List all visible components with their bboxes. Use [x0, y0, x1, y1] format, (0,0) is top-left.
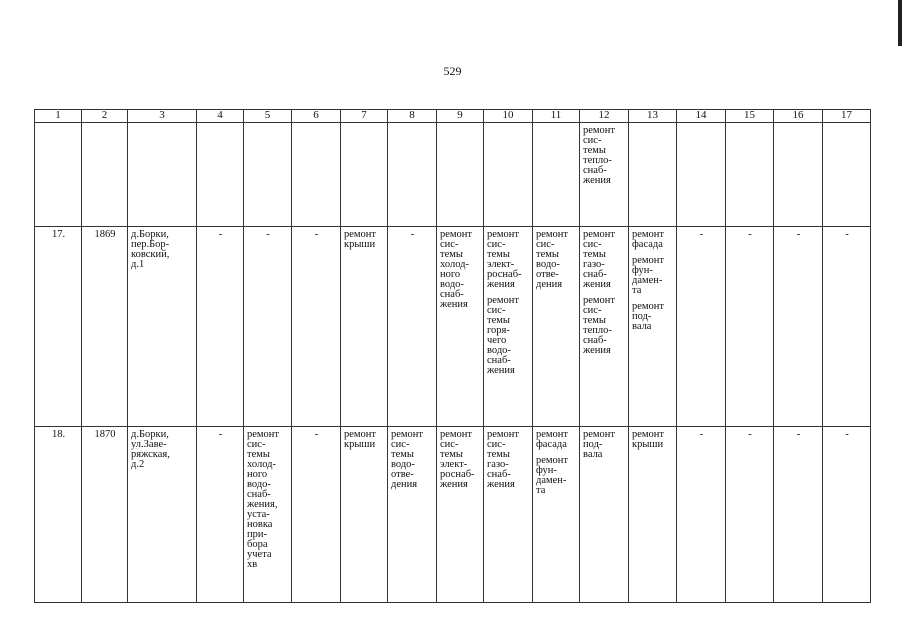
table-cell: [629, 123, 677, 227]
cell-entry: [487, 430, 530, 490]
table-cell: [82, 123, 128, 227]
cell-text-line: ремонт: [344, 229, 377, 240]
table-cell: [197, 123, 244, 227]
cell-text-line: водо-: [247, 479, 271, 490]
cell-text-line: жения: [583, 279, 611, 290]
cell-text-line: вала: [632, 321, 652, 332]
cell-text-line: чего: [487, 335, 507, 346]
table-cell: -: [292, 227, 341, 427]
work-cell: [629, 227, 677, 427]
column-header: 2: [82, 110, 128, 123]
cell-entry: [536, 430, 577, 450]
table-cell: -: [774, 227, 823, 427]
column-header: 3: [128, 110, 197, 123]
cell-entry: [131, 230, 194, 270]
cell-text-line: дения: [536, 279, 563, 290]
column-header: 4: [197, 110, 244, 123]
table-cell: [677, 123, 726, 227]
work-cell: [341, 427, 388, 603]
cell-text-line: жения: [583, 345, 611, 356]
work-cell: [580, 427, 629, 603]
cell-text-line: хв: [247, 559, 258, 570]
cell-text-line: роснаб-: [487, 269, 522, 280]
table-cell: -: [823, 427, 871, 603]
cell-text-line: жения,: [247, 499, 278, 510]
table-cell: [244, 123, 292, 227]
cell-text-line: дамен-: [536, 475, 567, 486]
table-cell: [35, 123, 82, 227]
cell-entry: [440, 430, 481, 490]
cell-text-line: ремонт: [632, 229, 665, 240]
cell-text-line: крыши: [344, 439, 376, 450]
work-cell: [437, 427, 484, 603]
column-header: 8: [388, 110, 437, 123]
cell-text-line: вала: [583, 449, 603, 460]
cell-text-line: жения: [583, 175, 611, 186]
cell-text-line: тепло-: [583, 325, 612, 336]
work-cell: [580, 227, 629, 427]
cell-text-line: ремонт: [583, 429, 616, 440]
cell-text-line: ремонт: [440, 429, 473, 440]
cell-text-line: водо-: [391, 459, 415, 470]
address-cell: [128, 427, 197, 603]
column-header: 9: [437, 110, 484, 123]
table-cell: [823, 123, 871, 227]
table-cell: -: [197, 227, 244, 427]
cell-text-line: сис-: [391, 439, 410, 450]
cell-entry: [632, 256, 674, 296]
cell-text-line: новка: [247, 519, 273, 530]
cell-entry: [632, 430, 674, 450]
work-cell: [533, 427, 580, 603]
cell-text-line: сис-: [583, 239, 602, 250]
table-cell: [774, 123, 823, 227]
cell-text-line: крыши: [344, 239, 376, 250]
cell-text-line: ремонт: [487, 429, 520, 440]
cell-text-line: учета: [247, 549, 272, 560]
work-cell: [533, 227, 580, 427]
table-cell: [388, 123, 437, 227]
cell-text-line: сис-: [247, 439, 266, 450]
work-cell: [388, 427, 437, 603]
cell-text-line: холод-: [440, 259, 469, 270]
cell-text-line: темы: [536, 249, 559, 260]
work-cell: [244, 427, 292, 603]
cell-text-line: уста-: [247, 509, 270, 520]
page-edge-mark: [898, 0, 902, 46]
cell-text-line: темы: [487, 315, 510, 326]
cell-entry: [583, 430, 626, 460]
cell-text-line: темы: [440, 449, 463, 460]
cell-text-line: пер.Бор-: [131, 239, 170, 250]
cell-text-line: сис-: [583, 135, 602, 146]
cell-text-line: фасада: [536, 439, 567, 450]
row-number-cell: 17.: [35, 227, 82, 427]
cell-text-line: газо-: [583, 259, 605, 270]
column-header: 13: [629, 110, 677, 123]
table-cell: -: [823, 227, 871, 427]
cell-text-line: жения: [440, 299, 468, 310]
column-header: 12: [580, 110, 629, 123]
cell-text-line: д.Борки,: [131, 229, 169, 240]
column-header: 1: [35, 110, 82, 123]
cell-text-line: снаб-: [583, 335, 607, 346]
table-cell: -: [677, 227, 726, 427]
work-cell: [341, 227, 388, 427]
cell-text-line: холод-: [247, 459, 276, 470]
table-row: [35, 427, 871, 603]
cell-text-line: ремонт: [583, 125, 616, 136]
cell-text-line: темы: [440, 249, 463, 260]
cell-text-line: ремонт: [632, 301, 665, 312]
cell-entry: [487, 230, 530, 290]
cell-text-line: отве-: [391, 469, 414, 480]
cell-text-line: водо-: [440, 279, 464, 290]
cell-text-line: сис-: [487, 239, 506, 250]
table-cell: [341, 123, 388, 227]
cell-text-line: ул.Заве-: [131, 439, 167, 450]
cell-text-line: жения: [487, 479, 515, 490]
cell-text-line: ного: [440, 269, 461, 280]
cell-text-line: газо-: [487, 459, 509, 470]
cell-text-line: темы: [487, 449, 510, 460]
cell-text-line: темы: [247, 449, 270, 460]
table-cell: -: [726, 227, 774, 427]
cell-entry: [583, 230, 626, 290]
cell-text-line: под-: [583, 439, 603, 450]
cell-text-line: ного: [247, 469, 268, 480]
cell-text-line: бора: [247, 539, 268, 550]
cell-entry: [632, 230, 674, 250]
table-cell: -: [677, 427, 726, 603]
cell-text-line: снаб-: [487, 469, 511, 480]
cell-entry: [487, 296, 530, 376]
cell-text-line: ремонт: [583, 295, 616, 306]
cell-text-line: элект-: [440, 459, 468, 470]
cell-entry: [536, 456, 577, 496]
building-id-cell: 1870: [82, 427, 128, 603]
address-cell: [128, 227, 197, 427]
cell-text-line: ковский,: [131, 249, 170, 260]
cell-text-line: жения: [440, 479, 468, 490]
column-header: 5: [244, 110, 292, 123]
table-cell: -: [726, 427, 774, 603]
table-cell: [533, 123, 580, 227]
row-number-cell: 18.: [35, 427, 82, 603]
cell-entry: [583, 126, 626, 186]
cell-text-line: ремонт: [247, 429, 280, 440]
cell-text-line: водо-: [536, 259, 560, 270]
table-cell: [292, 123, 341, 227]
column-header: 16: [774, 110, 823, 123]
work-cell: [484, 227, 533, 427]
cell-text-line: снаб-: [440, 289, 464, 300]
cell-text-line: отве-: [536, 269, 559, 280]
cell-text-line: ремонт: [583, 229, 616, 240]
cell-text-line: темы: [487, 249, 510, 260]
cell-text-line: сис-: [440, 439, 459, 450]
cell-text-line: ремонт: [440, 229, 473, 240]
cell-text-line: жения: [487, 365, 515, 376]
cell-entry: [440, 230, 481, 310]
cell-text-line: сис-: [583, 305, 602, 316]
cell-entry: [131, 430, 194, 470]
cell-text-line: снаб-: [487, 355, 511, 366]
cell-text-line: ремонт: [344, 429, 377, 440]
cell-text-line: д.1: [131, 259, 145, 270]
table-cell: [128, 123, 197, 227]
table-row-continuation: [35, 123, 871, 227]
repair-schedule-table: [34, 109, 871, 603]
column-header: 17: [823, 110, 871, 123]
cell-text-line: при-: [247, 529, 267, 540]
work-cell: [484, 427, 533, 603]
cell-entry: [247, 430, 289, 570]
cell-text-line: ремонт: [536, 429, 569, 440]
cell-entry: [536, 230, 577, 290]
cell-text-line: элект-: [487, 259, 515, 270]
work-cell: [629, 427, 677, 603]
table-cell: -: [292, 427, 341, 603]
table-cell: [580, 123, 629, 227]
work-cell: [437, 227, 484, 427]
cell-text-line: темы: [583, 315, 606, 326]
column-number-header-row: [35, 110, 871, 123]
cell-text-line: фун-: [632, 265, 653, 276]
table-cell: -: [197, 427, 244, 603]
cell-text-line: тепло-: [583, 155, 612, 166]
column-header: 14: [677, 110, 726, 123]
cell-text-line: ремонт: [536, 455, 569, 466]
table-cell: -: [388, 227, 437, 427]
cell-text-line: ремонт: [632, 429, 665, 440]
column-header: 7: [341, 110, 388, 123]
cell-text-line: сис-: [487, 305, 506, 316]
page-number: 529: [443, 64, 462, 78]
cell-text-line: роснаб-: [440, 469, 475, 480]
cell-text-line: дамен-: [632, 275, 663, 286]
table-row: [35, 227, 871, 427]
cell-text-line: д.2: [131, 459, 145, 470]
building-id-cell: 1869: [82, 227, 128, 427]
cell-entry: [344, 230, 385, 250]
cell-text-line: дения: [391, 479, 418, 490]
cell-text-line: темы: [391, 449, 414, 460]
cell-text-line: сис-: [536, 239, 555, 250]
cell-text-line: та: [632, 285, 642, 296]
cell-text-line: крыши: [632, 439, 664, 450]
column-header: 15: [726, 110, 774, 123]
cell-text-line: д.Борки,: [131, 429, 169, 440]
cell-text-line: ряжская,: [131, 449, 170, 460]
table-cell: [437, 123, 484, 227]
cell-text-line: ремонт: [536, 229, 569, 240]
cell-text-line: снаб-: [247, 489, 271, 500]
table-cell: [484, 123, 533, 227]
cell-text-line: та: [536, 485, 546, 496]
cell-text-line: темы: [583, 249, 606, 260]
cell-text-line: сис-: [440, 239, 459, 250]
column-header: 11: [533, 110, 580, 123]
cell-text-line: ремонт: [487, 295, 520, 306]
cell-text-line: водо-: [487, 345, 511, 356]
cell-text-line: фун-: [536, 465, 557, 476]
cell-text-line: ремонт: [632, 255, 665, 266]
cell-text-line: под-: [632, 311, 652, 322]
cell-entry: [344, 430, 385, 450]
cell-text-line: жения: [487, 279, 515, 290]
cell-entry: [391, 430, 434, 490]
cell-text-line: фасада: [632, 239, 663, 250]
cell-text-line: темы: [583, 145, 606, 156]
cell-text-line: ремонт: [391, 429, 424, 440]
cell-text-line: снаб-: [583, 269, 607, 280]
cell-text-line: сис-: [487, 439, 506, 450]
cell-entry: [583, 296, 626, 356]
table-cell: -: [244, 227, 292, 427]
cell-text-line: снаб-: [583, 165, 607, 176]
column-header: 10: [484, 110, 533, 123]
cell-text-line: ремонт: [487, 229, 520, 240]
cell-entry: [632, 302, 674, 332]
table-cell: -: [774, 427, 823, 603]
cell-text-line: горя-: [487, 325, 510, 336]
column-header: 6: [292, 110, 341, 123]
table-cell: [726, 123, 774, 227]
